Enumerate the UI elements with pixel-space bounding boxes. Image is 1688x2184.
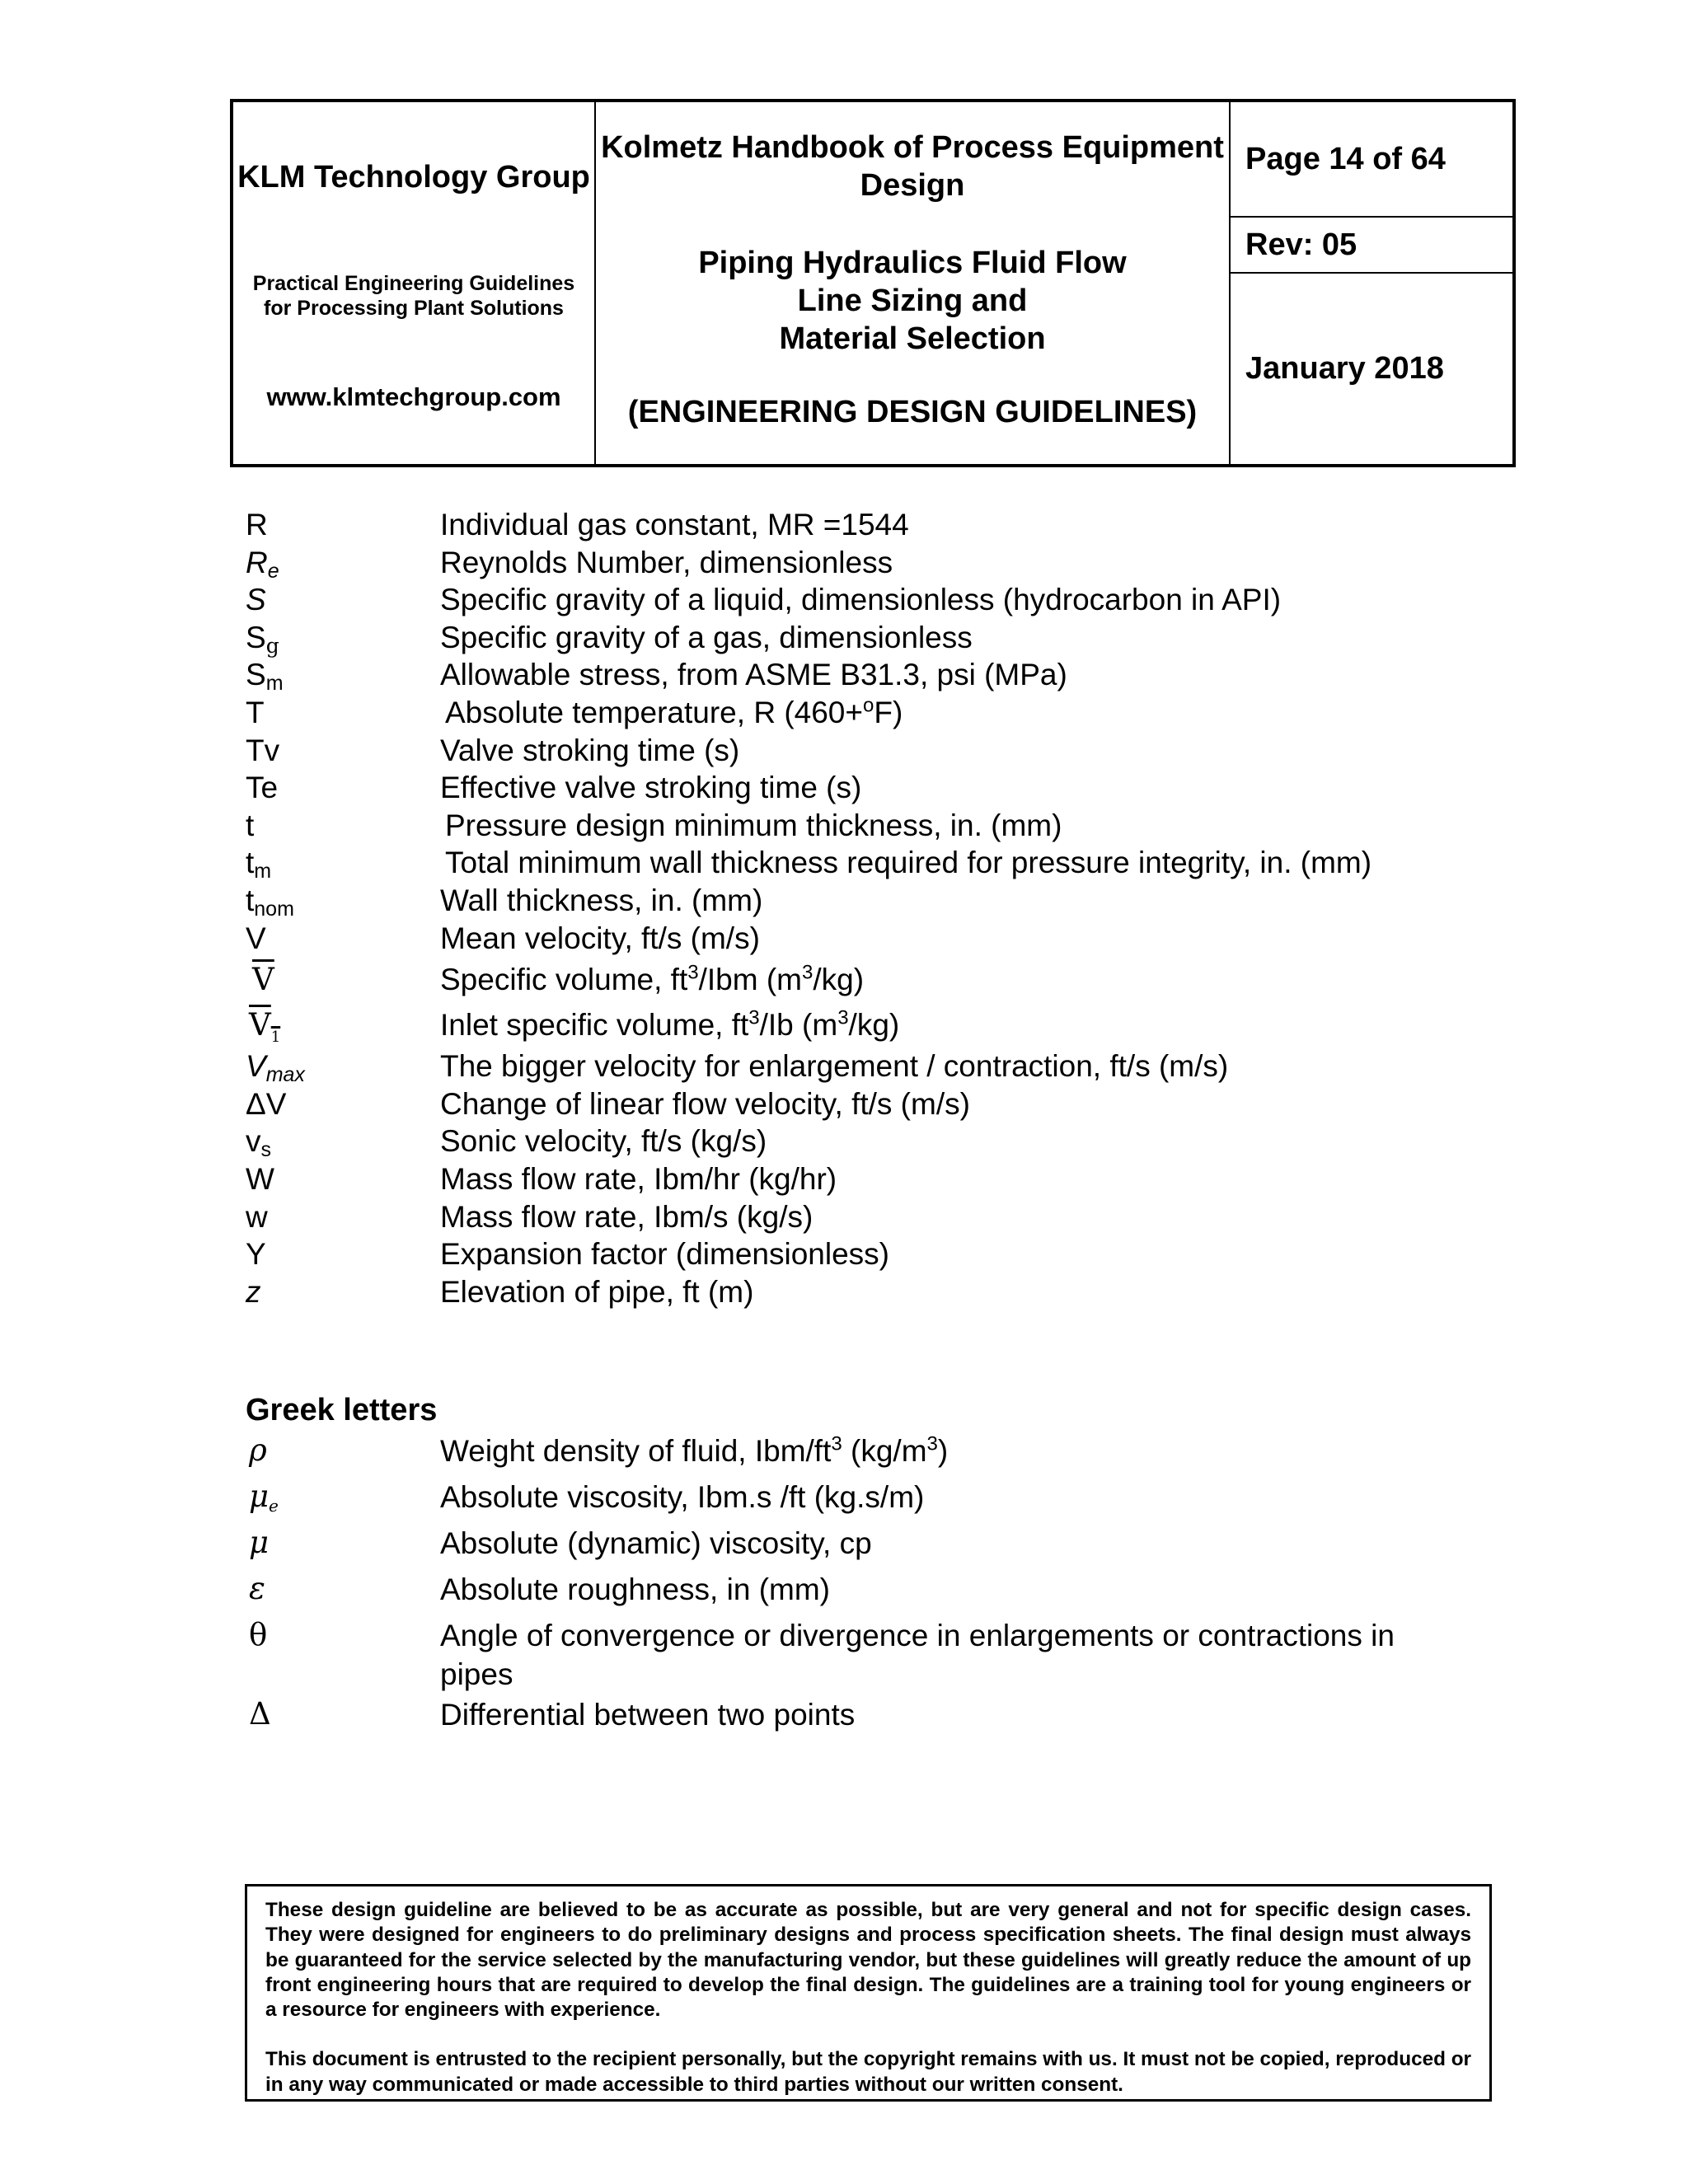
topic-line-1: Piping Hydraulics Fluid Flow xyxy=(698,246,1127,280)
symbol: S xyxy=(246,583,266,617)
list-item xyxy=(246,1612,1531,1691)
list-item xyxy=(246,1520,1531,1566)
definition: Mean velocity, ft/s (m/s) xyxy=(440,921,760,955)
header-meta-cell xyxy=(1231,102,1512,464)
definition: Inlet specific volume, $ft^3/Ib$ $(m^3/kg)$ xyxy=(440,1006,900,1043)
symbol: Δ xyxy=(249,1696,271,1732)
company-website: www.klmtechgroup.com xyxy=(266,382,561,411)
symbol: $t_m$ xyxy=(246,846,272,883)
list-item xyxy=(246,957,1531,1002)
revision: Rev: 05 xyxy=(1231,218,1512,274)
company-name: KLM Technology Group xyxy=(237,160,590,194)
list-item xyxy=(246,807,1531,845)
symbol: Tv xyxy=(246,733,280,767)
definition: Individual gas constant, MR =1544 xyxy=(440,508,909,541)
definition: Allowable stress, from ASME B31.3, psi (MPa) xyxy=(440,658,1067,692)
list-item xyxy=(246,1273,1531,1311)
definition: Absolute viscosity, Ibm.s /ft (kg.s/m) xyxy=(440,1480,925,1514)
header-title-cell xyxy=(596,102,1231,464)
list-item xyxy=(246,619,1531,657)
list-item xyxy=(246,544,1531,582)
list-item xyxy=(246,732,1531,770)
definition: Specific volume, $ft^3$/Ibm $(m^3/kg)$ xyxy=(440,961,865,997)
definition: Weight density of fluid, Ibm/$ft^3$ $(kg/m^3)$ xyxy=(440,1432,949,1468)
symbol: $S_g$ xyxy=(246,620,279,658)
greek-letters-list xyxy=(246,1427,1531,1737)
definition: Absolute temperature, R (460+$^o$F) xyxy=(445,694,903,729)
symbol: $V_1$ xyxy=(249,1007,281,1047)
definition: Mass flow rate, Ibm/s (kg/s) xyxy=(440,1199,814,1234)
definition: Pressure design minimum thickness, in. (mm) xyxy=(445,808,1062,842)
document-topic xyxy=(596,244,1229,358)
list-item xyxy=(246,1474,1531,1520)
definition: Specific gravity of a gas, dimensionless xyxy=(440,620,973,654)
document-header xyxy=(230,99,1516,467)
definition: Effective valve stroking time (s) xyxy=(440,771,862,805)
symbol: t xyxy=(246,808,255,842)
definition: Sonic velocity, ft/s (kg/s) xyxy=(440,1124,767,1159)
list-item xyxy=(246,920,1531,958)
topic-line-3: Material Selection xyxy=(779,321,1046,356)
list-item xyxy=(246,1160,1531,1198)
symbol: w xyxy=(246,1199,268,1234)
symbol: $t_{nom}$ xyxy=(246,883,294,921)
symbol: W xyxy=(246,1161,274,1196)
list-item xyxy=(246,506,1531,544)
symbol: $V_{max}$ xyxy=(246,1049,305,1087)
greek-letters-heading: Greek letters xyxy=(246,1393,438,1427)
symbol: μ xyxy=(249,1525,270,1560)
symbol: z xyxy=(246,1274,261,1309)
definition: Angle of convergence or divergence in enlargements or contractions in pipes xyxy=(440,1619,1395,1691)
copyright-paragraph: This document is entrusted to the recipient personally, but the copyright remains with us. It must not be copied, reproduced or in any way communicated or made accessible to third parties without our written consent. xyxy=(265,2048,1471,2096)
list-item xyxy=(246,1085,1531,1123)
symbol: Y xyxy=(246,1237,266,1272)
list-item xyxy=(246,844,1531,882)
list-item xyxy=(246,1047,1531,1085)
definition: Absolute roughness, in (mm) xyxy=(440,1572,830,1606)
symbol: ε xyxy=(249,1571,265,1606)
definition: Absolute (dynamic) viscosity, cp xyxy=(440,1526,872,1560)
symbol: θ xyxy=(249,1617,268,1652)
symbol: ρ xyxy=(249,1432,267,1468)
symbol: R xyxy=(246,508,268,541)
guideline-type: (ENGINEERING DESIGN GUIDELINES) xyxy=(627,395,1198,429)
list-item xyxy=(246,769,1531,807)
symbol: $\mu_e$ xyxy=(249,1479,279,1516)
definition: Differential between two points xyxy=(440,1698,856,1732)
symbol: V xyxy=(246,921,266,955)
list-item xyxy=(246,1002,1531,1047)
definition: Mass flow rate, Ibm/hr (kg/hr) xyxy=(440,1161,837,1196)
list-item xyxy=(246,1427,1531,1474)
list-item xyxy=(246,1198,1531,1236)
topic-line-2: Line Sizing and xyxy=(797,284,1028,318)
disclaimer-box xyxy=(245,1884,1492,2102)
list-item xyxy=(246,581,1531,619)
definition: Expansion factor (dimensionless) xyxy=(440,1237,889,1272)
symbol: $R_e$ xyxy=(246,545,279,583)
definition: Total minimum wall thickness required for pressure integrity, in. (mm) xyxy=(445,846,1372,880)
page-number: Page 14 of 64 xyxy=(1231,102,1512,218)
document-date: January 2018 xyxy=(1245,351,1444,386)
list-item xyxy=(246,1691,1531,1737)
definition: The bigger velocity for enlargement / contraction, ft/s (m/s) xyxy=(440,1049,1229,1084)
list-item xyxy=(246,694,1531,732)
symbol: Te xyxy=(246,771,279,805)
definition: Valve stroking time (s) xyxy=(440,733,740,767)
list-item xyxy=(246,882,1531,920)
symbol: $S_m$ xyxy=(246,658,284,696)
list-item xyxy=(246,1566,1531,1612)
definition: Reynolds Number, dimensionless xyxy=(440,545,893,579)
symbol: T xyxy=(246,695,265,729)
definition: Elevation of pipe, ft (m) xyxy=(440,1274,754,1309)
symbol: $\overline{V}$ xyxy=(252,962,274,998)
symbol: ΔV xyxy=(246,1086,287,1121)
definition: Change of linear flow velocity, ft/s (m/s) xyxy=(440,1086,970,1121)
definition: Specific gravity of a liquid, dimensionless (hydrocarbon in API) xyxy=(440,583,1282,617)
disclaimer-paragraph: These design guideline are believed to be as accurate as possible, but are very general and not for specific design cases. They were designed for engineers to do preliminary designs and process specification sheets. The final design must always be guaranteed for the service selected by the manufacturing vendor, but these guidelines will greatly reduce the amount of up front engineering hours that are required to develop the final design. The guidelines are a training tool for young engineers or a resource for engineers with experience. xyxy=(265,1899,1471,2022)
list-item xyxy=(246,1122,1531,1160)
handbook-title: Kolmetz Handbook of Process Equipment Design xyxy=(601,130,1224,203)
list-item xyxy=(246,656,1531,694)
header-company-cell xyxy=(233,102,596,464)
definition: Wall thickness, in. (mm) xyxy=(440,883,763,917)
symbol: $v_s$ xyxy=(246,1124,271,1162)
company-tagline: Practical Engineering Guidelines for Processing Plant Solutions xyxy=(252,272,575,320)
nomenclature-list xyxy=(246,506,1531,1310)
list-item xyxy=(246,1235,1531,1273)
